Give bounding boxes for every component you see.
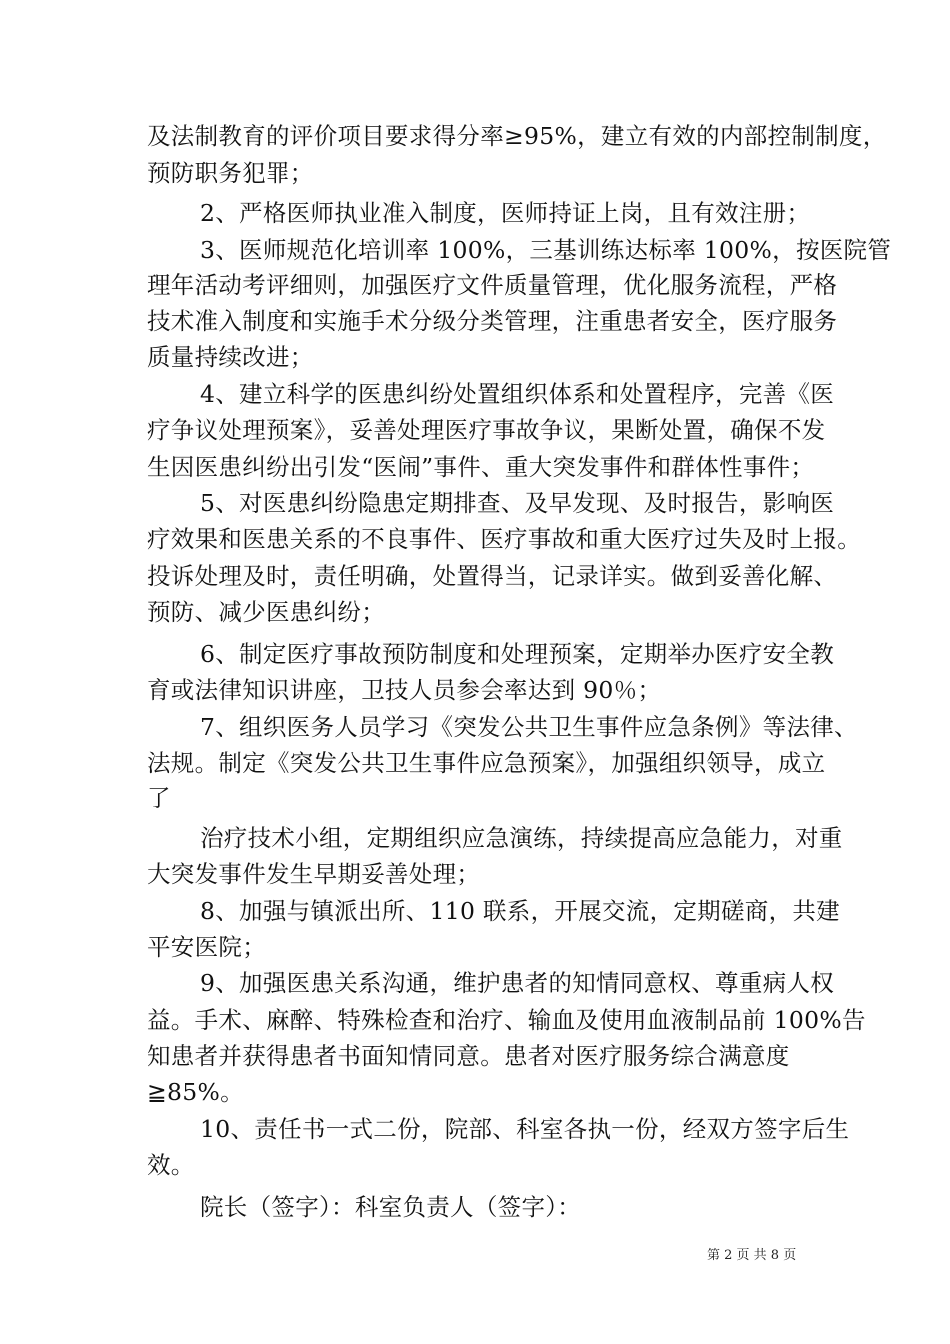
- text-line: 6、制定医疗事故预防制度和处理预案，定期举办医疗安全教: [200, 640, 835, 668]
- text-line: 平安医院；: [147, 933, 266, 961]
- text-line: 疗争议处理预案》，妥善处理医疗事故争议，果断处置，确保不发: [147, 416, 826, 444]
- text-line: ≧85%。: [147, 1078, 244, 1106]
- text-line: 3、医师规范化培训率 100%，三基训练达标率 100%，按医院管: [200, 236, 892, 264]
- text-line: 了: [147, 784, 171, 812]
- text-line: 法规。制定《突发公共卫生事件应急预案》，加强组织领导，成立: [147, 749, 826, 777]
- text-line: 技术准入制度和实施手术分级分类管理，注重患者安全，医疗服务: [147, 307, 838, 335]
- text-line: 理年活动考评细则，加强医疗文件质量管理，优化服务流程，严格: [147, 271, 838, 299]
- text-line: 效。: [147, 1151, 195, 1179]
- text-line: 预防、减少医患纠纷；: [147, 598, 385, 626]
- page-number: 第 2 页 共 8 页: [707, 1248, 797, 1263]
- text-line: 及法制教育的评价项目要求得分率≥95%，建立有效的内部控制制度，: [147, 122, 887, 150]
- text-line: 10、责任书一式二份，院部、科室各执一份，经双方签字后生: [200, 1115, 850, 1143]
- text-line: 疗效果和医患关系的不良事件、医疗事故和重大医疗过失及时上报。: [147, 525, 861, 553]
- text-line: 知患者并获得患者书面知情同意。患者对医疗服务综合满意度: [147, 1042, 790, 1070]
- text-line: 预防职务犯罪；: [147, 159, 314, 187]
- text-line: 质量持续改进；: [147, 343, 314, 371]
- text-line: 5、对医患纠纷隐患定期排查、及早发现、及时报告，影响医: [200, 489, 835, 517]
- text-line: 7、组织医务人员学习《突发公共卫生事件应急条例》等法律、: [200, 713, 858, 741]
- text-line: 9、加强医患关系沟通，维护患者的知情同意权、尊重病人权: [200, 969, 835, 997]
- signature-line: 院长（签字）：科室负责人（签字）：: [200, 1193, 582, 1221]
- text-line: 4、建立科学的医患纠纷处置组织体系和处置程序，完善《医: [200, 380, 835, 408]
- text-line: 生因医患纠纷出引发“医闹”事件、重大突发事件和群体性事件；: [147, 453, 815, 481]
- text-line: 8、加强与镇派出所、110 联系，开展交流，定期磋商，共建: [200, 897, 840, 925]
- text-line: 2、严格医师执业准入制度，医师持证上岗，且有效注册；: [200, 199, 811, 227]
- text-line: 投诉处理及时，责任明确，处置得当，记录详实。做到妥善化解、: [147, 562, 838, 590]
- text-line: 大突发事件发生早期妥善处理；: [147, 860, 481, 888]
- text-line: 育或法律知识讲座，卫技人员参会率达到 90％；: [147, 676, 662, 704]
- text-line: 治疗技术小组，定期组织应急演练，持续提高应急能力，对重: [200, 824, 843, 852]
- text-line: 益。手术、麻醉、特殊检查和治疗、输血及使用血液制品前 100%告: [147, 1006, 866, 1034]
